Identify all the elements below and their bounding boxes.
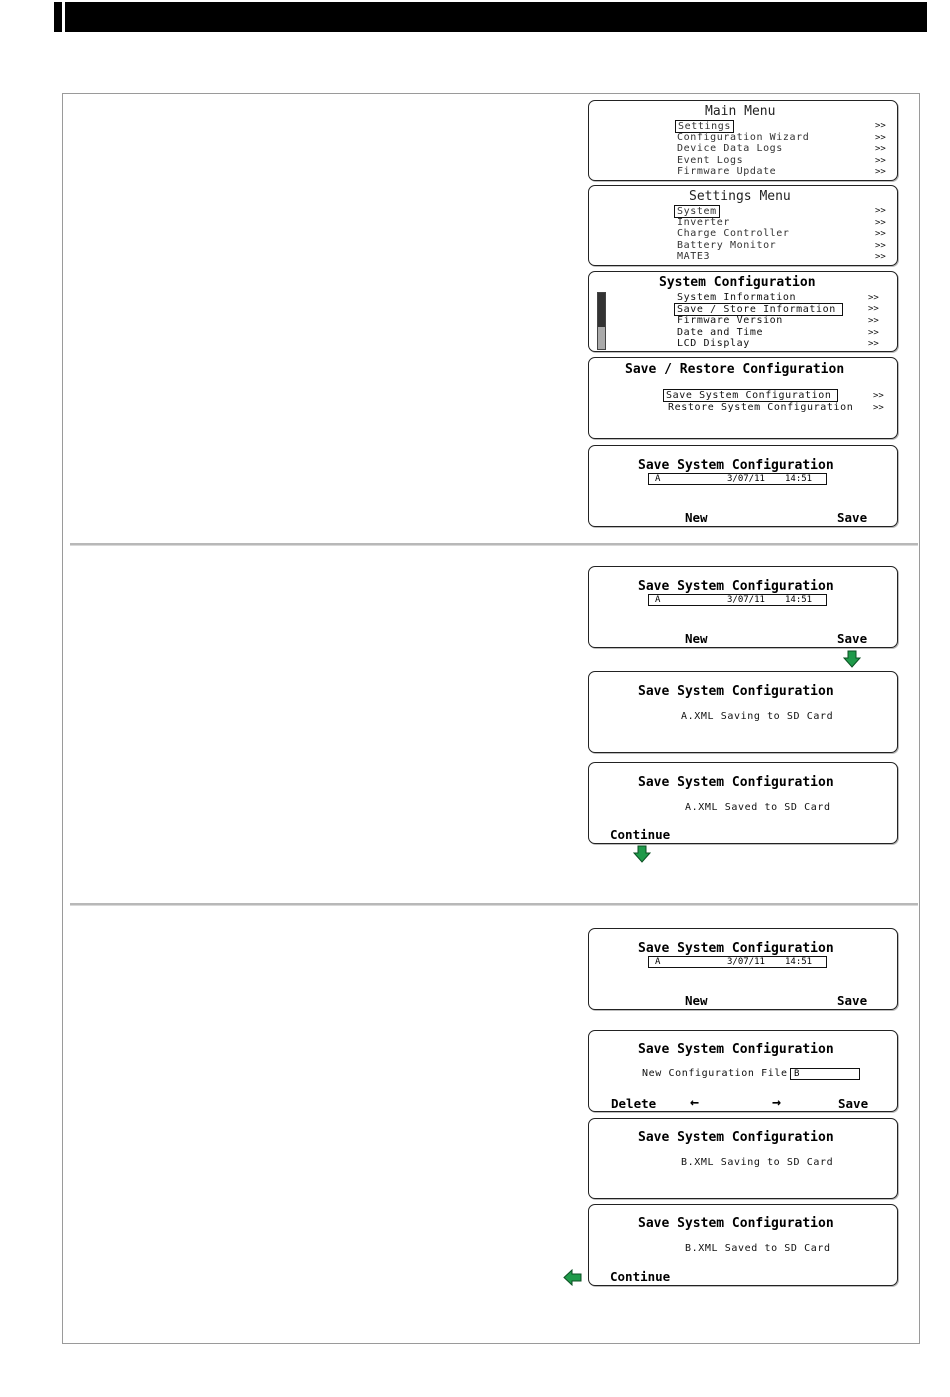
save-softkey[interactable]: Save [838, 1096, 869, 1111]
delete-softkey[interactable]: Delete [611, 1096, 657, 1111]
chevron: >> [875, 241, 886, 251]
file-time: 14:51 [785, 474, 813, 484]
scrollbar-thumb[interactable] [598, 293, 605, 327]
menu-item-device-data-logs[interactable]: Device Data Logs [677, 143, 783, 154]
lcd-saving-b [588, 1118, 898, 1199]
scrollbar[interactable] [597, 292, 606, 350]
status-message: A.XML Saved to SD Card [685, 802, 831, 813]
menu-item-firmware-update[interactable]: Firmware Update [677, 166, 777, 177]
file-entry-field[interactable] [648, 594, 827, 606]
file-date: 3/07/11 [727, 474, 765, 484]
chevron: >> [873, 391, 884, 401]
lcd-save-system-configuration [588, 928, 898, 1010]
lcd-settings-menu [588, 185, 898, 266]
menu-item-battery-monitor[interactable]: Battery Monitor [677, 240, 777, 251]
menu-item-date-and-time[interactable]: Date and Time [677, 327, 764, 338]
page-header-bar [54, 2, 927, 32]
chevron: >> [875, 218, 886, 228]
new-softkey[interactable]: New [685, 631, 708, 646]
screen-title: Save System Configuration [638, 458, 834, 473]
menu-item-inverter[interactable]: Inverter [677, 217, 730, 228]
section-divider [70, 903, 918, 906]
menu-item-event-logs[interactable]: Event Logs [677, 155, 744, 166]
lcd-save-restore-configuration [588, 357, 898, 439]
screen-title: Save / Restore Configuration [625, 362, 845, 377]
save-softkey[interactable]: Save [837, 993, 868, 1008]
cursor-right-softkey[interactable]: → [772, 1093, 782, 1111]
chevron: >> [875, 229, 886, 239]
menu-item-charge-controller[interactable]: Charge Controller [677, 228, 790, 239]
continue-softkey[interactable]: Continue [610, 827, 671, 842]
status-message: A.XML Saving to SD Card [681, 711, 834, 722]
lcd-saving-a [588, 671, 898, 753]
menu-item-settings[interactable]: Settings [675, 120, 734, 133]
chevron: >> [875, 133, 886, 143]
cursor-left-softkey[interactable]: ← [690, 1093, 700, 1111]
status-message: B.XML Saving to SD Card [681, 1157, 834, 1168]
continue-softkey[interactable]: Continue [610, 1269, 671, 1284]
left-arrow-icon [563, 1269, 582, 1286]
chevron: >> [868, 339, 879, 349]
menu-item-system[interactable]: System [674, 205, 720, 218]
file-name-value: B [794, 1069, 800, 1079]
screen-title: System Configuration [659, 275, 816, 290]
menu-item-lcd-display[interactable]: LCD Display [677, 338, 750, 349]
screen-title: Save System Configuration [638, 1042, 834, 1057]
new-softkey[interactable]: New [685, 510, 708, 525]
menu-item-save-store-information[interactable]: Save / Store Information [674, 303, 843, 316]
file-name: A [655, 595, 661, 605]
file-entry-field[interactable] [648, 956, 827, 968]
chevron: >> [875, 206, 886, 216]
lcd-system-configuration [588, 271, 898, 352]
file-date: 3/07/11 [727, 957, 765, 967]
menu-item-configuration-wizard[interactable]: Configuration Wizard [677, 132, 810, 143]
file-name: A [655, 474, 661, 484]
chevron: >> [875, 252, 886, 262]
header-notch [62, 2, 65, 32]
chevron: >> [868, 293, 879, 303]
file-name-input[interactable] [790, 1068, 860, 1080]
menu-item-firmware-version[interactable]: Firmware Version [677, 315, 783, 326]
chevron: >> [868, 316, 879, 326]
screen-title: Save System Configuration [638, 941, 834, 956]
save-softkey[interactable]: Save [837, 631, 868, 646]
menu-item-mate3[interactable]: MATE3 [677, 251, 711, 262]
menu-item-system-information[interactable]: System Information [677, 292, 797, 303]
chevron: >> [875, 144, 886, 154]
lcd-saved-b [588, 1204, 898, 1286]
file-entry-field[interactable] [648, 473, 827, 485]
chevron: >> [868, 328, 879, 338]
chevron: >> [873, 403, 884, 413]
screen-title: Save System Configuration [638, 579, 834, 594]
lcd-saved-a [588, 762, 898, 844]
file-time: 14:51 [785, 595, 813, 605]
chevron: >> [868, 304, 879, 314]
screen-title: Save System Configuration [638, 1130, 834, 1145]
lcd-main-menu [588, 100, 898, 181]
lcd-new-configuration-file [588, 1030, 898, 1112]
down-arrow-icon [633, 845, 651, 863]
status-message: B.XML Saved to SD Card [685, 1243, 831, 1254]
screen-title: Main Menu [705, 104, 776, 119]
screen-title: Settings Menu [689, 189, 791, 204]
lcd-save-system-configuration [588, 445, 898, 527]
screen-title: Save System Configuration [638, 1216, 834, 1231]
chevron: >> [875, 167, 886, 177]
menu-item-save-system-configuration[interactable]: Save System Configuration [663, 389, 838, 402]
screen-title: Save System Configuration [638, 775, 834, 790]
lcd-save-system-configuration [588, 566, 898, 648]
file-time: 14:51 [785, 957, 813, 967]
file-date: 3/07/11 [727, 595, 765, 605]
chevron: >> [875, 121, 886, 131]
section-divider [70, 543, 918, 546]
new-file-label: New Configuration File [642, 1068, 788, 1079]
chevron: >> [875, 156, 886, 166]
file-name: A [655, 957, 661, 967]
menu-item-restore-system-configuration[interactable]: Restore System Configuration [668, 402, 854, 413]
save-softkey[interactable]: Save [837, 510, 868, 525]
new-softkey[interactable]: New [685, 993, 708, 1008]
down-arrow-icon [843, 650, 861, 668]
screen-title: Save System Configuration [638, 684, 834, 699]
